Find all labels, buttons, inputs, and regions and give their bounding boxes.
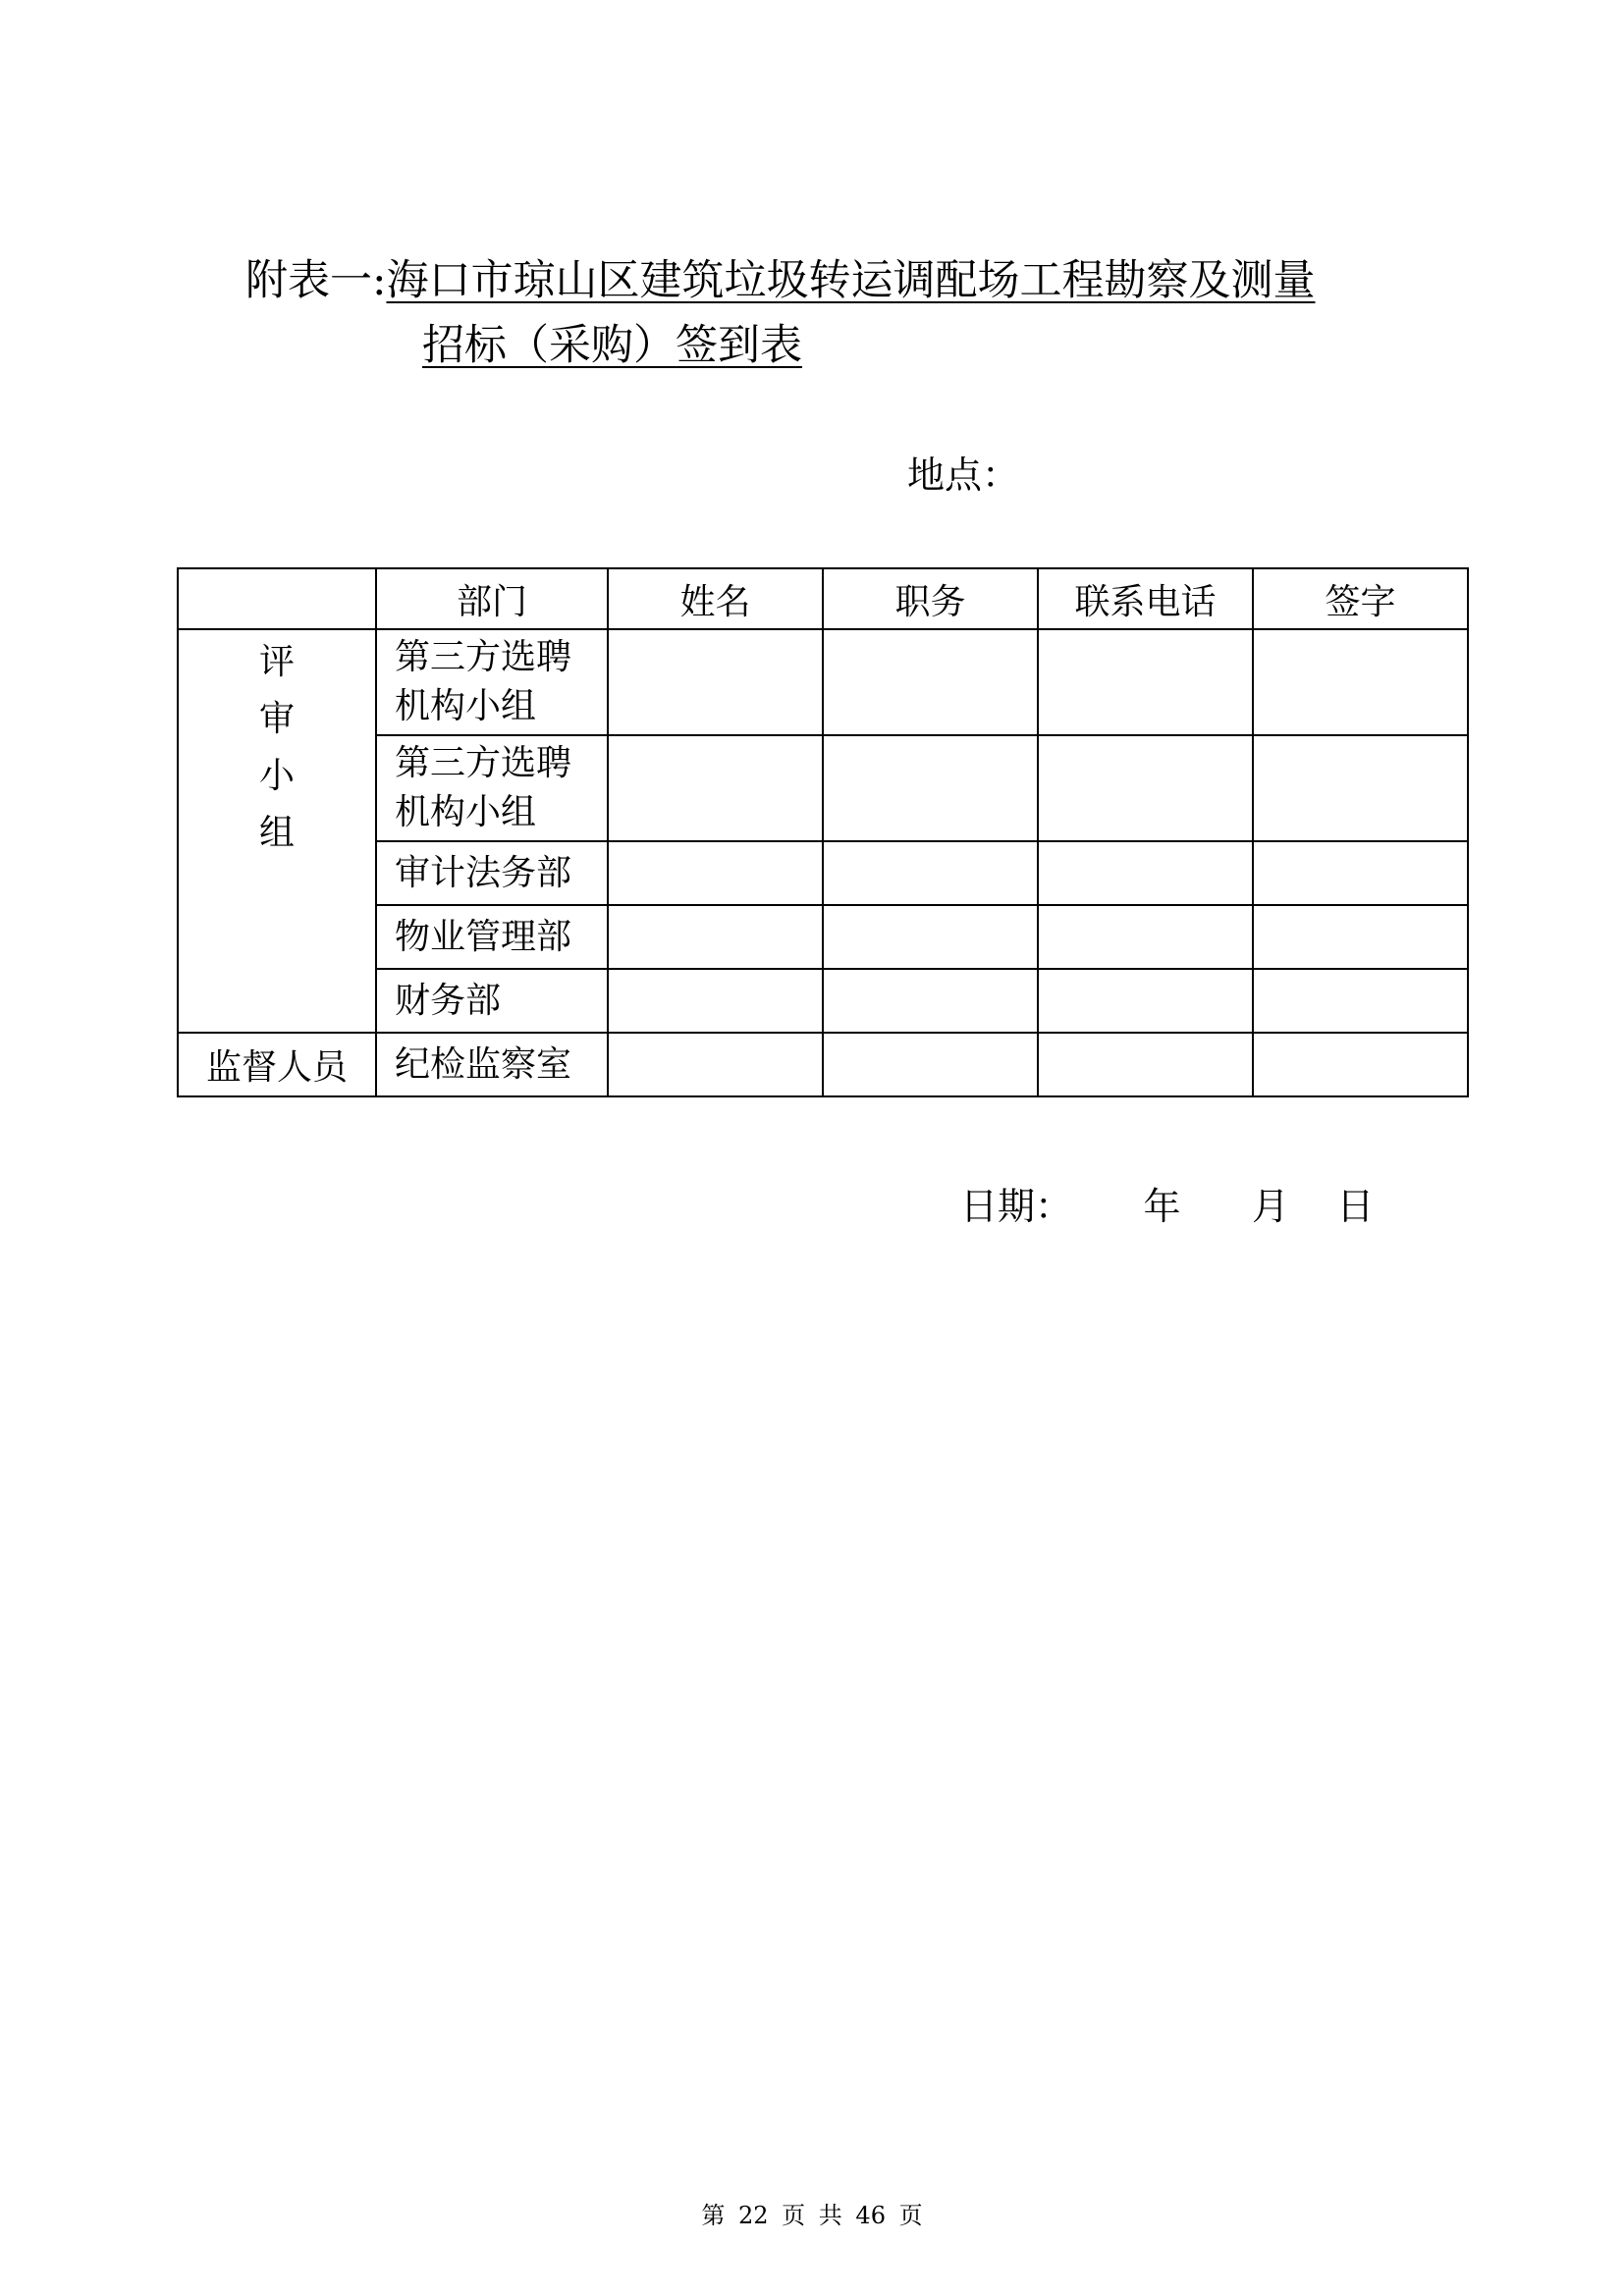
signature-cell[interactable]	[1253, 735, 1468, 841]
phone-cell[interactable]	[1038, 1033, 1253, 1096]
title-line-1	[245, 251, 1316, 310]
header-position: 职务	[823, 568, 1038, 629]
position-cell[interactable]	[823, 629, 1038, 735]
phone-cell[interactable]	[1038, 735, 1253, 841]
signature-cell[interactable]	[1253, 841, 1468, 905]
signature-cell[interactable]	[1253, 905, 1468, 969]
date-label: 日期：	[960, 1185, 1073, 1228]
signature-cell[interactable]	[1253, 1033, 1468, 1096]
table-header-row	[178, 568, 1468, 629]
position-cell[interactable]	[823, 1033, 1038, 1096]
name-cell[interactable]	[608, 735, 823, 841]
header-name: 姓名	[608, 568, 823, 629]
table-row	[178, 1033, 1468, 1096]
title-main-line-2: 招标（采购）签到表	[422, 321, 802, 370]
position-cell[interactable]	[823, 969, 1038, 1033]
location-label: 地点：	[907, 454, 1020, 497]
name-cell[interactable]	[608, 969, 823, 1033]
supervision-label: 监督人员	[178, 1033, 376, 1096]
date-year: 年	[1143, 1185, 1181, 1228]
review-group-label: 评 审 小 组	[178, 629, 376, 1033]
sign-in-table	[177, 567, 1469, 1097]
position-cell[interactable]	[823, 735, 1038, 841]
signature-cell[interactable]	[1253, 629, 1468, 735]
position-cell[interactable]	[823, 905, 1038, 969]
header-phone: 联系电话	[1038, 568, 1253, 629]
department-cell: 第三方选聘 机构小组	[376, 629, 608, 735]
name-cell[interactable]	[608, 1033, 823, 1096]
header-empty	[178, 568, 376, 629]
position-cell[interactable]	[823, 841, 1038, 905]
department-cell: 物业管理部	[376, 905, 608, 969]
department-cell: 财务部	[376, 969, 608, 1033]
header-signature: 签字	[1253, 568, 1468, 629]
date-line	[960, 1181, 1374, 1232]
title-line-2	[422, 316, 802, 375]
date-month: 月	[1252, 1185, 1290, 1228]
department-cell: 审计法务部	[376, 841, 608, 905]
phone-cell[interactable]	[1038, 905, 1253, 969]
department-cell: 纪检监察室	[376, 1033, 608, 1096]
title-main-line-1: 海口市琼山区建筑垃圾转运调配场工程勘察及测量	[386, 256, 1316, 305]
header-department: 部门	[376, 568, 608, 629]
phone-cell[interactable]	[1038, 969, 1253, 1033]
name-cell[interactable]	[608, 905, 823, 969]
phone-cell[interactable]	[1038, 629, 1253, 735]
name-cell[interactable]	[608, 841, 823, 905]
department-cell: 第三方选聘 机构小组	[376, 735, 608, 841]
date-day: 日	[1336, 1185, 1375, 1228]
signature-cell[interactable]	[1253, 969, 1468, 1033]
phone-cell[interactable]	[1038, 841, 1253, 905]
page-footer: 第 22 页 共 46 页	[701, 2202, 923, 2229]
table-row	[178, 629, 1468, 735]
name-cell[interactable]	[608, 629, 823, 735]
title-prefix: 附表一:	[245, 256, 387, 305]
